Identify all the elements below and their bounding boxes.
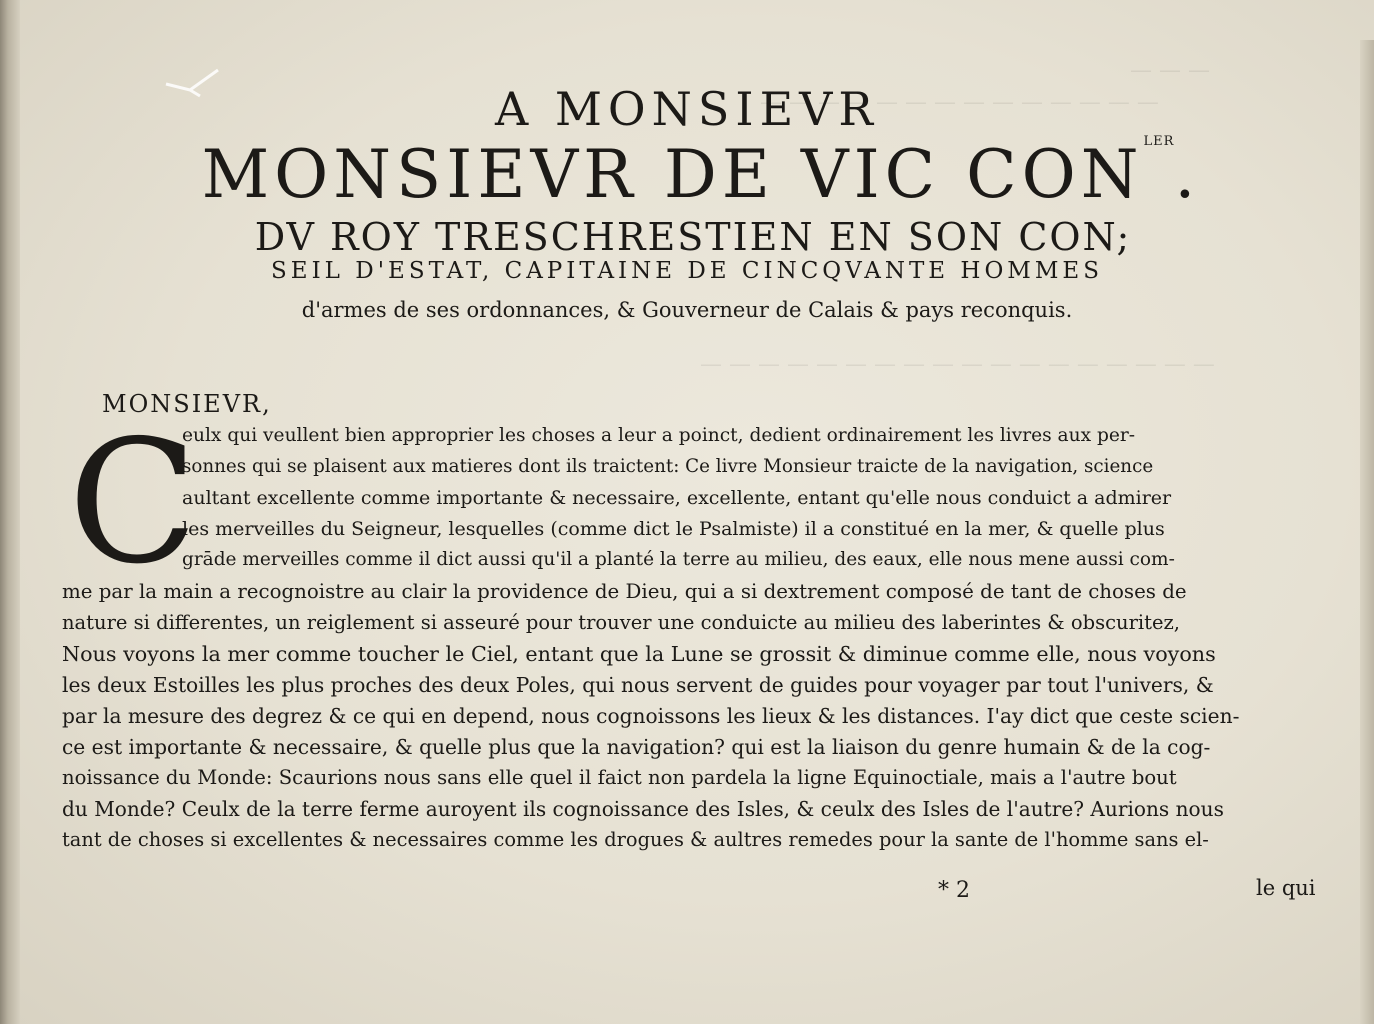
body-line: du Monde? Ceulx de la terre ferme auroyent ils cognoissance des Isles, & ceulx des Isles de l'autre? Aurions nous: [62, 797, 1224, 821]
drop-capital: C: [68, 404, 199, 602]
catchword: le qui: [1256, 876, 1316, 900]
body-line: nature si differentes, un reiglement si asseuré pour trouver une conduicte au milieu des laberintes & obscuritez,: [62, 611, 1180, 634]
signature-mark: * 2: [938, 878, 970, 903]
body-line: eulx qui veullent bien approprier les choses a leur a poinct, dedient ordinairement les livres aux per-: [182, 425, 1136, 446]
salutation: MONSIEVR,: [102, 390, 272, 418]
body-line: grāde merveilles comme il dict aussi qu'il a planté la terre au milieu, des eaux, elle nous mene aussi com-: [182, 549, 1175, 570]
bleed-through-text: — — —: [1130, 58, 1210, 83]
bleed-through-text: — — — — — — — — — — — — — — — — — —: [700, 352, 1215, 377]
body-line: ce est importante & necessaire, & quelle plus que la navigation? qui est la liaison du genre humain & de la cog-: [62, 735, 1211, 759]
body-line: tant de choses si excellentes & necessaires comme les drogues & aultres remedes pour la sante de l'homme sans el-: [62, 828, 1209, 851]
heading-line-3: DV ROY TRESCHRESTIEN EN SON CON;: [254, 215, 1132, 259]
heading-line-2: MONSIEVR DE VIC $CON^{LER}$.: [201, 134, 1201, 213]
heading-line-1: A MONSIEVR: [494, 82, 880, 136]
body-line: les merveilles du Seigneur, lesquelles (comme dict le Psalmiste) il a constitué en la mer, & quelle plus: [182, 518, 1165, 540]
body-line: par la mesure des degrez & ce qui en depend, nous cognoissons les lieux & les distances. I'ay dict que ceste scien-: [62, 704, 1240, 728]
body-line: Nous voyons la mer comme toucher le Ciel, entant que la Lune se grossit & diminue comme elle, nous voyons: [62, 642, 1216, 666]
heading-line-4: SEIL D'ESTAT, CAPITAINE DE CINCQVANTE HOMMES: [271, 258, 1103, 284]
heading-superscript: LER: [1143, 134, 1175, 149]
body-line: noissance du Monde: Scaurions nous sans elle quel il faict non pardela la ligne Equinoctiale, mais a l'autre bout: [62, 766, 1177, 789]
heading-line-5: d'armes de ses ordonnances, & Gouverneur de Calais & pays reconquis.: [301, 298, 1073, 322]
body-line: me par la main a recognoistre au clair la providence de Dieu, qui a si dextrement composé de tant de choses de: [62, 580, 1187, 603]
body-line: aultant excellente comme importante & necessaire, excellente, entant qu'elle nous conduict a admirer: [182, 487, 1172, 509]
body-line: sonnes qui se plaisent aux matieres dont ils traictent: Ce livre Monsieur traicte de la navigation, science: [182, 456, 1154, 477]
bleed-through-text: — — — — — — — — — — — — — —: [760, 90, 1159, 115]
body-line: les deux Estoilles les plus proches des deux Poles, qui nous servent de guides pour voyager par tout l'univers, &: [62, 673, 1214, 697]
